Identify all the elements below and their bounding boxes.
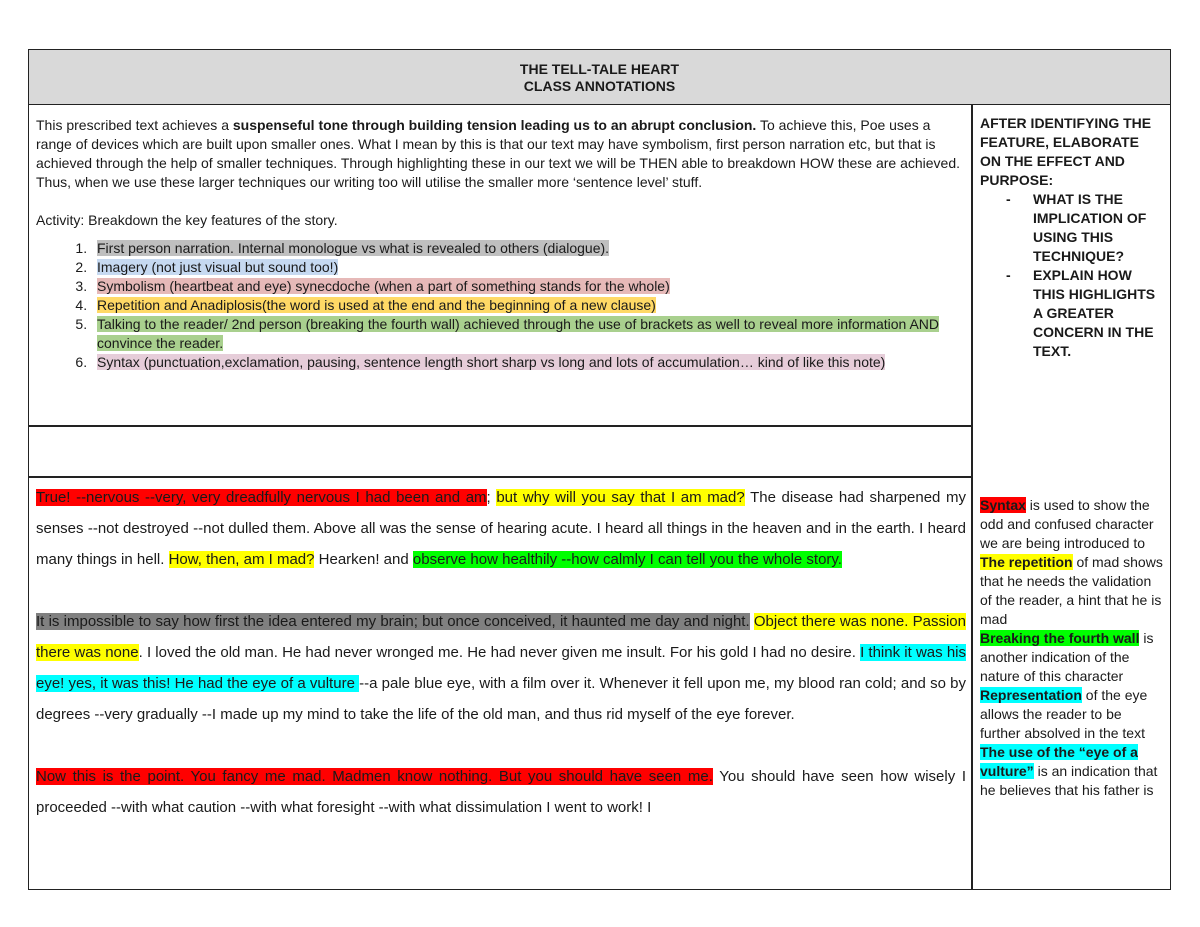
column-divider (971, 105, 973, 889)
feature-item: 1. First person narration. Internal monologue vs what is revealed to others (dialogue). (91, 239, 961, 258)
instructions-list (980, 190, 1160, 361)
story-paragraph-3: Now this is the point. You fancy me mad. Madmen know nothing. But you should have seen me. You should have seen how wisely I proceeded --with what caution --with what foresight --with what dissimulation I went to work! I (36, 768, 966, 816)
story-text-cell (36, 482, 966, 854)
table-header (29, 50, 1170, 105)
annotation-note: Representation of the eye allows the reader to be further absolved in the text (980, 687, 1148, 741)
feature-item: 3. Symbolism (heartbeat and eye) synecdoche (when a part of something stands for the whole) (91, 277, 961, 296)
annotation-table (28, 49, 1171, 890)
thesis-bold: suspenseful tone through building tension leading us to an abrupt conclusion. (232, 117, 757, 133)
intro-cell (36, 116, 961, 372)
annotation-note: The repetition of mad shows that he needs the validation of the reader, a hint that he is mad (980, 554, 1163, 627)
document-subtitle: CLASS ANNOTATIONS (523, 78, 676, 94)
story-paragraph-2: It is impossible to say how first the idea entered my brain; but once conceived, it haunted me day and night. Object there was none. Passion there was none. I loved the old man. He had never wronged me. He had never given me insult. For his gold I had no desire. I think it was his eye! yes, it was this! He had the eye of a vulture --a pale blue eye, with a film over it. Whenever it fell upon me, my blood ran cold; and so by degrees --very gradually --I made up my mind to take the life of the old man, and thus rid myself of the eye forever. (36, 613, 966, 723)
annotation-note: The use of the “eye of a vulture” is an indication that he believes that his father is (980, 744, 1158, 798)
feature-item: 2. Imagery (not just visual but sound too!) (91, 258, 961, 277)
row-divider-2 (29, 476, 971, 478)
instruction-item: - EXPLAIN HOW THIS HIGHLIGHTS A GREATER CONCERN IN THE TEXT. (1006, 267, 1156, 359)
row-divider-1 (29, 425, 971, 427)
document-title: THE TELL-TALE HEART (519, 61, 680, 77)
annotations-cell (980, 496, 1165, 800)
feature-item: 5. Talking to the reader/ 2nd person (breaking the fourth wall) achieved through the use of brackets as well to reveal more information AND convince the reader. (91, 315, 961, 353)
instruction-item: - WHAT IS THE IMPLICATION OF USING THIS TECHNIQUE? (1006, 191, 1147, 264)
feature-item: 6. Syntax (punctuation,exclamation, pausing, sentence length short sharp vs long and lots of accumulation… kind of like this note) (91, 353, 961, 372)
annotation-note: Breaking the fourth wall is another indication of the nature of this character (980, 630, 1154, 684)
instructions-cell (980, 114, 1160, 361)
feature-list (36, 239, 961, 372)
feature-item: 4. Repetition and Anadiplosis(the word is used at the end and the beginning of a new clause) (91, 296, 961, 315)
intro-paragraph: This prescribed text achieves a suspenseful tone through building tension leading us to an abrupt conclusion. To achieve this, Poe uses a range of devices which are built upon smaller ones. What I mean by this is that our text may have symbolism, first person narration etc, but that is achieved through the help of smaller techniques. Through highlighting these in our text we will be THEN able to breakdown HOW these are achieved. Thus, when we use these larger techniques our writing too will utilise the smaller more ‘sentence level’ stuff. (36, 117, 961, 190)
activity-line: Activity: Breakdown the key features of the story. (36, 212, 338, 228)
instructions-heading: AFTER IDENTIFYING THE FEATURE, ELABORATE ON THE EFFECT AND PURPOSE: (980, 115, 1152, 188)
story-paragraph-1: True! --nervous --very, very dreadfully nervous I had been and am; but why will you say that I am mad? The disease had sharpened my senses --not destroyed --not dulled them. Above all was the sense of hearing acute. I heard all things in the heaven and in the earth. I heard many things in hell. How, then, am I mad? Hearken! and observe how healthily --how calmly I can tell you the whole story. (36, 489, 966, 568)
annotation-note: Syntax is used to show the odd and confused character we are being introduced to (980, 497, 1154, 551)
